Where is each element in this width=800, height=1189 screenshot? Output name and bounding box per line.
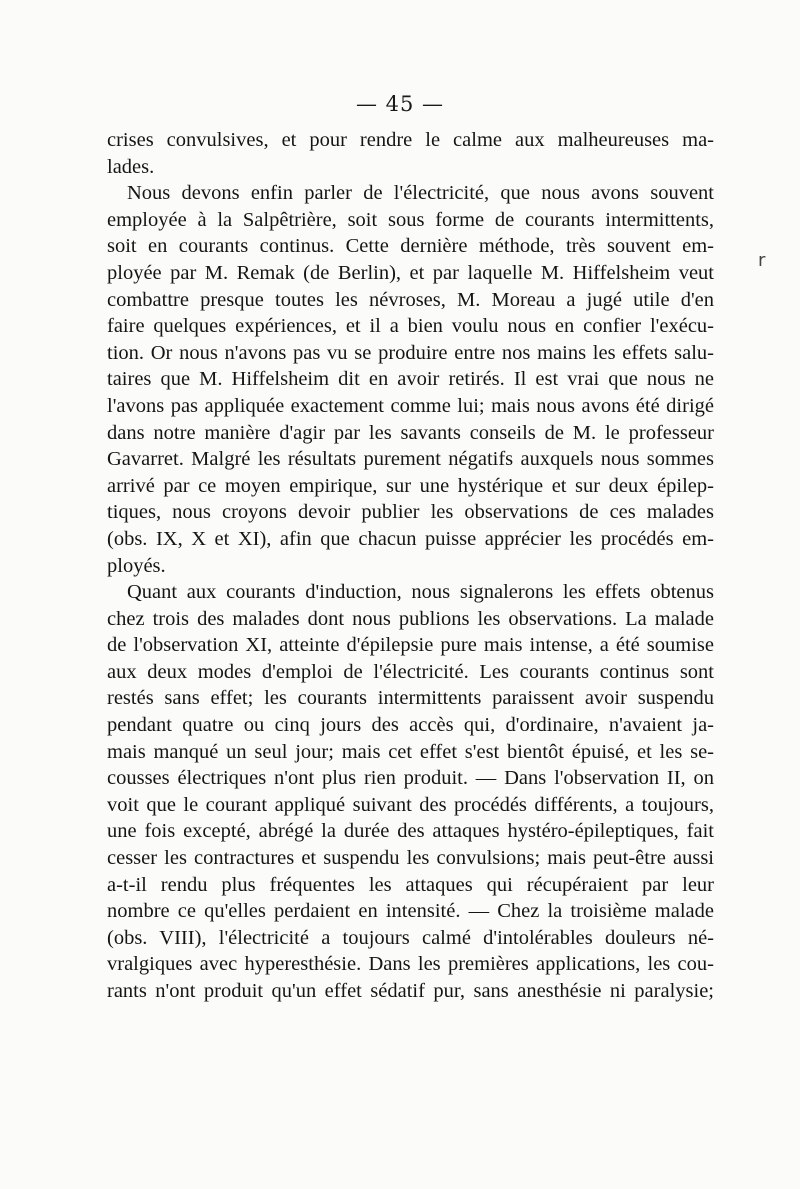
text-line: mais manqué un seul jour; mais cet effet s'est bientôt épuisé, et les se- <box>107 740 714 763</box>
text-line: ployée par M. Remak (de Berlin), et par laquelle M. Hiffelsheim veut <box>107 261 714 284</box>
text-line: nombre ce qu'elles perdaient en intensité. — Chez la troisième malade <box>107 900 714 923</box>
text-line: aux deux modes d'emploi de l'électricité. Les courants continus sont <box>107 660 714 683</box>
text-line: Nous devons enfin parler de l'électricité, que nous avons souvent <box>127 182 714 205</box>
text-line: lades. <box>107 155 155 178</box>
margin-mark: r <box>758 250 766 271</box>
text-line: tion. Or nous n'avons pas vu se produire entre nos mains les effets salu- <box>107 341 714 364</box>
text-line: taires que M. Hiffelsheim dit en avoir retirés. Il est vrai que nous ne <box>107 368 714 391</box>
text-line: restés sans effet; les courants intermittents paraissent avoir suspendu <box>107 687 714 710</box>
text-line: voit que le courant appliqué suivant des procédés différents, a toujours, <box>107 793 714 816</box>
text-line: cesser les contractures et suspendu les convulsions; mais peut-être aussi <box>107 847 714 870</box>
text-line: (obs. IX, X et XI), afin que chacun puisse apprécier les procédés em- <box>107 527 714 550</box>
text-line: une fois excepté, abrégé la durée des attaques hystéro-épileptiques, fait <box>107 820 714 843</box>
text-line: (obs. VIII), l'électricité a toujours calmé d'intolérables douleurs né- <box>107 926 714 949</box>
text-line: rants n'ont produit qu'un effet sédatif pur, sans anesthésie ni paralysie; <box>107 980 714 1002</box>
text-line: arrivé par ce moyen empirique, sur une hystérique et sur deux épilep- <box>107 474 714 497</box>
text-line: de l'observation XI, atteinte d'épilepsie pure mais intense, a été soumise <box>107 634 714 657</box>
text-line: chez trois des malades dont nous publions les observations. La malade <box>107 607 714 630</box>
text-line: Quant aux courants d'induction, nous signalerons les effets obtenus <box>127 581 714 604</box>
text-line: vralgiques avec hyperesthésie. Dans les premières applications, les cou- <box>107 953 714 976</box>
text-line: l'avons pas appliquée exactement comme lui; mais nous avons été dirigé <box>107 394 714 417</box>
text-line: combattre presque toutes les névroses, M. Moreau a jugé utile d'en <box>107 288 714 311</box>
text-line: employée à la Salpêtrière, soit sous forme de courants intermittents, <box>107 208 714 231</box>
text-line: crises convulsives, et pour rendre le calme aux malheureuses ma- <box>107 129 714 151</box>
body-text <box>107 127 714 1005</box>
text-line: cousses électriques n'ont plus rien produit. — Dans l'observation II, on <box>107 767 714 790</box>
page-number: — 45 — <box>355 92 445 116</box>
text-line: Gavarret. Malgré les résultats purement négatifs auxquels nous sommes <box>107 448 714 471</box>
text-line: soit en courants continus. Cette dernière méthode, très souvent em- <box>107 235 714 258</box>
text-line: faire quelques expériences, et il a bien voulu nous en confier l'exécu- <box>107 315 714 338</box>
text-line: dans notre manière d'agir par les savants conseils de M. le professeur <box>107 421 714 444</box>
text-line: a-t-il rendu plus fréquentes les attaques qui récupéraient par leur <box>107 873 714 896</box>
text-line: ployés. <box>107 554 166 577</box>
text-line: pendant quatre ou cinq jours des accès qui, d'ordinaire, n'avaient ja- <box>107 714 714 737</box>
text-line: tiques, nous croyons devoir publier les observations de ces malades <box>107 501 714 524</box>
